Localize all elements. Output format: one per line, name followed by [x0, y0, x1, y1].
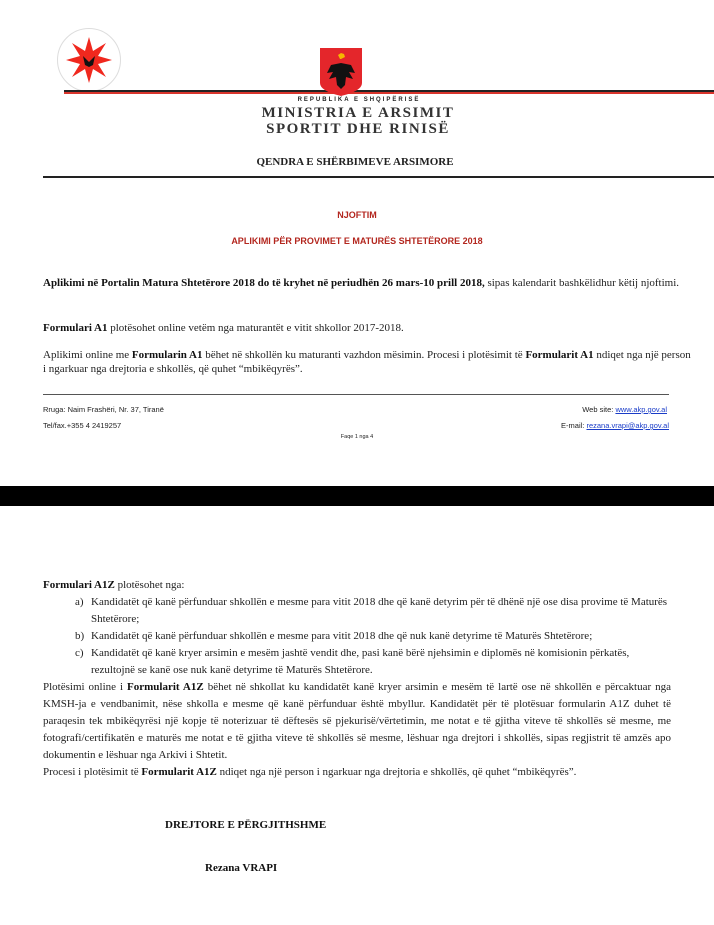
- republic-label: REPUBLIKA E SHQIPËRISË: [297, 97, 421, 103]
- footer-web: [582, 405, 667, 414]
- website-link[interactable]: www.akp.gov.al: [615, 405, 667, 414]
- bold-text: Formularit A1: [525, 349, 594, 361]
- text: ndiqet nga një person: [593, 349, 691, 361]
- center-name: QENDRA E SHËRBIMEVE ARSIMORE: [256, 156, 454, 168]
- intro-bold: Aplikimi në Portalin Matura Shtetërore 2018 do të kryhet në periudhën 26 mars-10 prill 2018,: [43, 277, 485, 289]
- list-item-c-cont: se kanë ose nuk kanë detyrime të Maturës Shtetërore.: [137, 664, 373, 676]
- ministry-name-line1: MINISTRIA E ARSIMIT: [261, 105, 455, 121]
- header-rule-red: [64, 92, 714, 94]
- list-marker: c): [75, 647, 84, 659]
- bold-text: Formularit A1Z: [127, 681, 204, 693]
- text: Plotësimi online i: [43, 681, 128, 693]
- a1-online-line2: i ngarkuar nga drejtoria e shkollës, që quhet “mbikëqyrës”.: [43, 363, 303, 375]
- list-item-b: [43, 628, 671, 645]
- page2-content: [43, 577, 671, 877]
- text: bëhet në shkollën ku maturanti vazhdon mësimin. Procesi i plotësimit të: [202, 349, 526, 361]
- bold-text: Formularin A1: [131, 349, 203, 361]
- text: ndiqet nga një person i ngarkuar nga drejtoria e shkollës, që quhet “mbikëqyrës”.: [216, 766, 577, 778]
- center-rule: [43, 176, 714, 178]
- a1z-paragraph-line4: maturës me notat e të gjitha viteve të shkollës së mesme, lëshuar nga drejtori i shkollës, sipas regjistrit të amzës apo dokumentin e lëshuar nga: [43, 732, 672, 761]
- a1-online-paragraph: [43, 349, 691, 362]
- text: Aplikimi online me: [43, 349, 132, 361]
- bold-text: Formularit A1Z: [141, 766, 217, 778]
- a1z-paragraph-line2: ja e vendbanimit, nëse shkolla e mesme që kanë përfunduar është mbyllur. Kandidatët për të plotësuar formularin A1Z duhet të paraqesin tek: [43, 698, 671, 727]
- list-marker: a): [75, 596, 84, 608]
- signature-name: [43, 860, 671, 877]
- a1z-paragraph-line5: Arkivi i Shtetit.: [158, 749, 228, 761]
- notice-subtitle: APLIKIMI PËR PROVIMET E MATURËS SHTETËRORE 2018: [231, 236, 483, 246]
- intro-paragraph: [43, 277, 679, 290]
- signature-name-text: Rezana VRAPI: [205, 862, 278, 874]
- a1z-paragraph-line3: mbikëqyrësi një kopje të noterizuar të dëftesës së pjekurisë/vërtetimin, me notat e të gjitha viteve të shkollës së mesme, me fotografi/certifikatën e: [43, 715, 672, 744]
- list-text: Kandidatët që kanë përfunduar shkollën e mesme para vitit 2018 dhe që kanë detyrim për të dhënë një ose disa provime të Maturës: [91, 596, 668, 608]
- web-label: Web site:: [582, 405, 616, 414]
- list-marker: b): [75, 630, 85, 642]
- email-label: E-mail:: [561, 421, 587, 430]
- signature-title: [43, 817, 671, 834]
- list-text: Kandidatët që kanë kryer arsimin e mesëm jashtë vendit dhe, pasi kanë bërë njehsimin e diplomës në komisionin përkatës, rezultojnë: [91, 647, 630, 676]
- footer-address: Rruga: Naim Frashëri, Nr. 37, Tiranë: [43, 405, 164, 414]
- intro-rest: sipas kalendarit bashkëlidhur këtij njoftimi.: [484, 277, 680, 289]
- list-item-a: [43, 594, 671, 628]
- footer-email: [561, 421, 669, 430]
- list-item-c: [43, 645, 671, 679]
- a1z-paragraph: [43, 679, 671, 764]
- a1-rest: plotësohet online vetëm nga maturantët e vitit shkollor 2017-2018.: [107, 322, 404, 334]
- text: Procesi i plotësimit të: [43, 766, 142, 778]
- list-body: [91, 645, 671, 679]
- list-body: [91, 594, 671, 628]
- page-number: Faqe 1 nga 4: [340, 434, 374, 440]
- notice-title: NJOFTIM: [337, 210, 377, 220]
- albania-emblem: [319, 47, 363, 97]
- seal-logo: [57, 28, 121, 92]
- a1z-bold: Formulari A1Z: [43, 579, 115, 591]
- a1z-rest: plotësohet nga:: [114, 579, 185, 591]
- text: bëhet në shkollat ku kandidatët kanë kryer arsimin e mesëm të lartë ose në shkollën e përcaktuar nga KMSH-: [43, 681, 671, 710]
- email-link[interactable]: rezana.vrapi@akp.gov.al: [586, 421, 669, 430]
- ministry-name-line2: SPORTIT DHE RINISË: [266, 121, 450, 137]
- signature-title-text: DREJTORE E PËRGJITHSHME: [165, 819, 327, 831]
- footer-rule: [43, 394, 669, 395]
- a1-bold: Formulari A1: [43, 322, 108, 334]
- a1z-process: [43, 764, 671, 781]
- list-item-a-cont: Shtetërore;: [91, 613, 140, 625]
- a1-paragraph: [43, 322, 404, 335]
- list-text: Kandidatët që kanë përfunduar shkollën e mesme para vitit 2018 dhe që nuk kanë detyrime të Maturës Shtetërore;: [91, 630, 593, 642]
- a1z-heading: [43, 577, 671, 594]
- page-break: [0, 486, 714, 506]
- footer-phone: Tel/fax.+355 4 2419257: [43, 421, 122, 430]
